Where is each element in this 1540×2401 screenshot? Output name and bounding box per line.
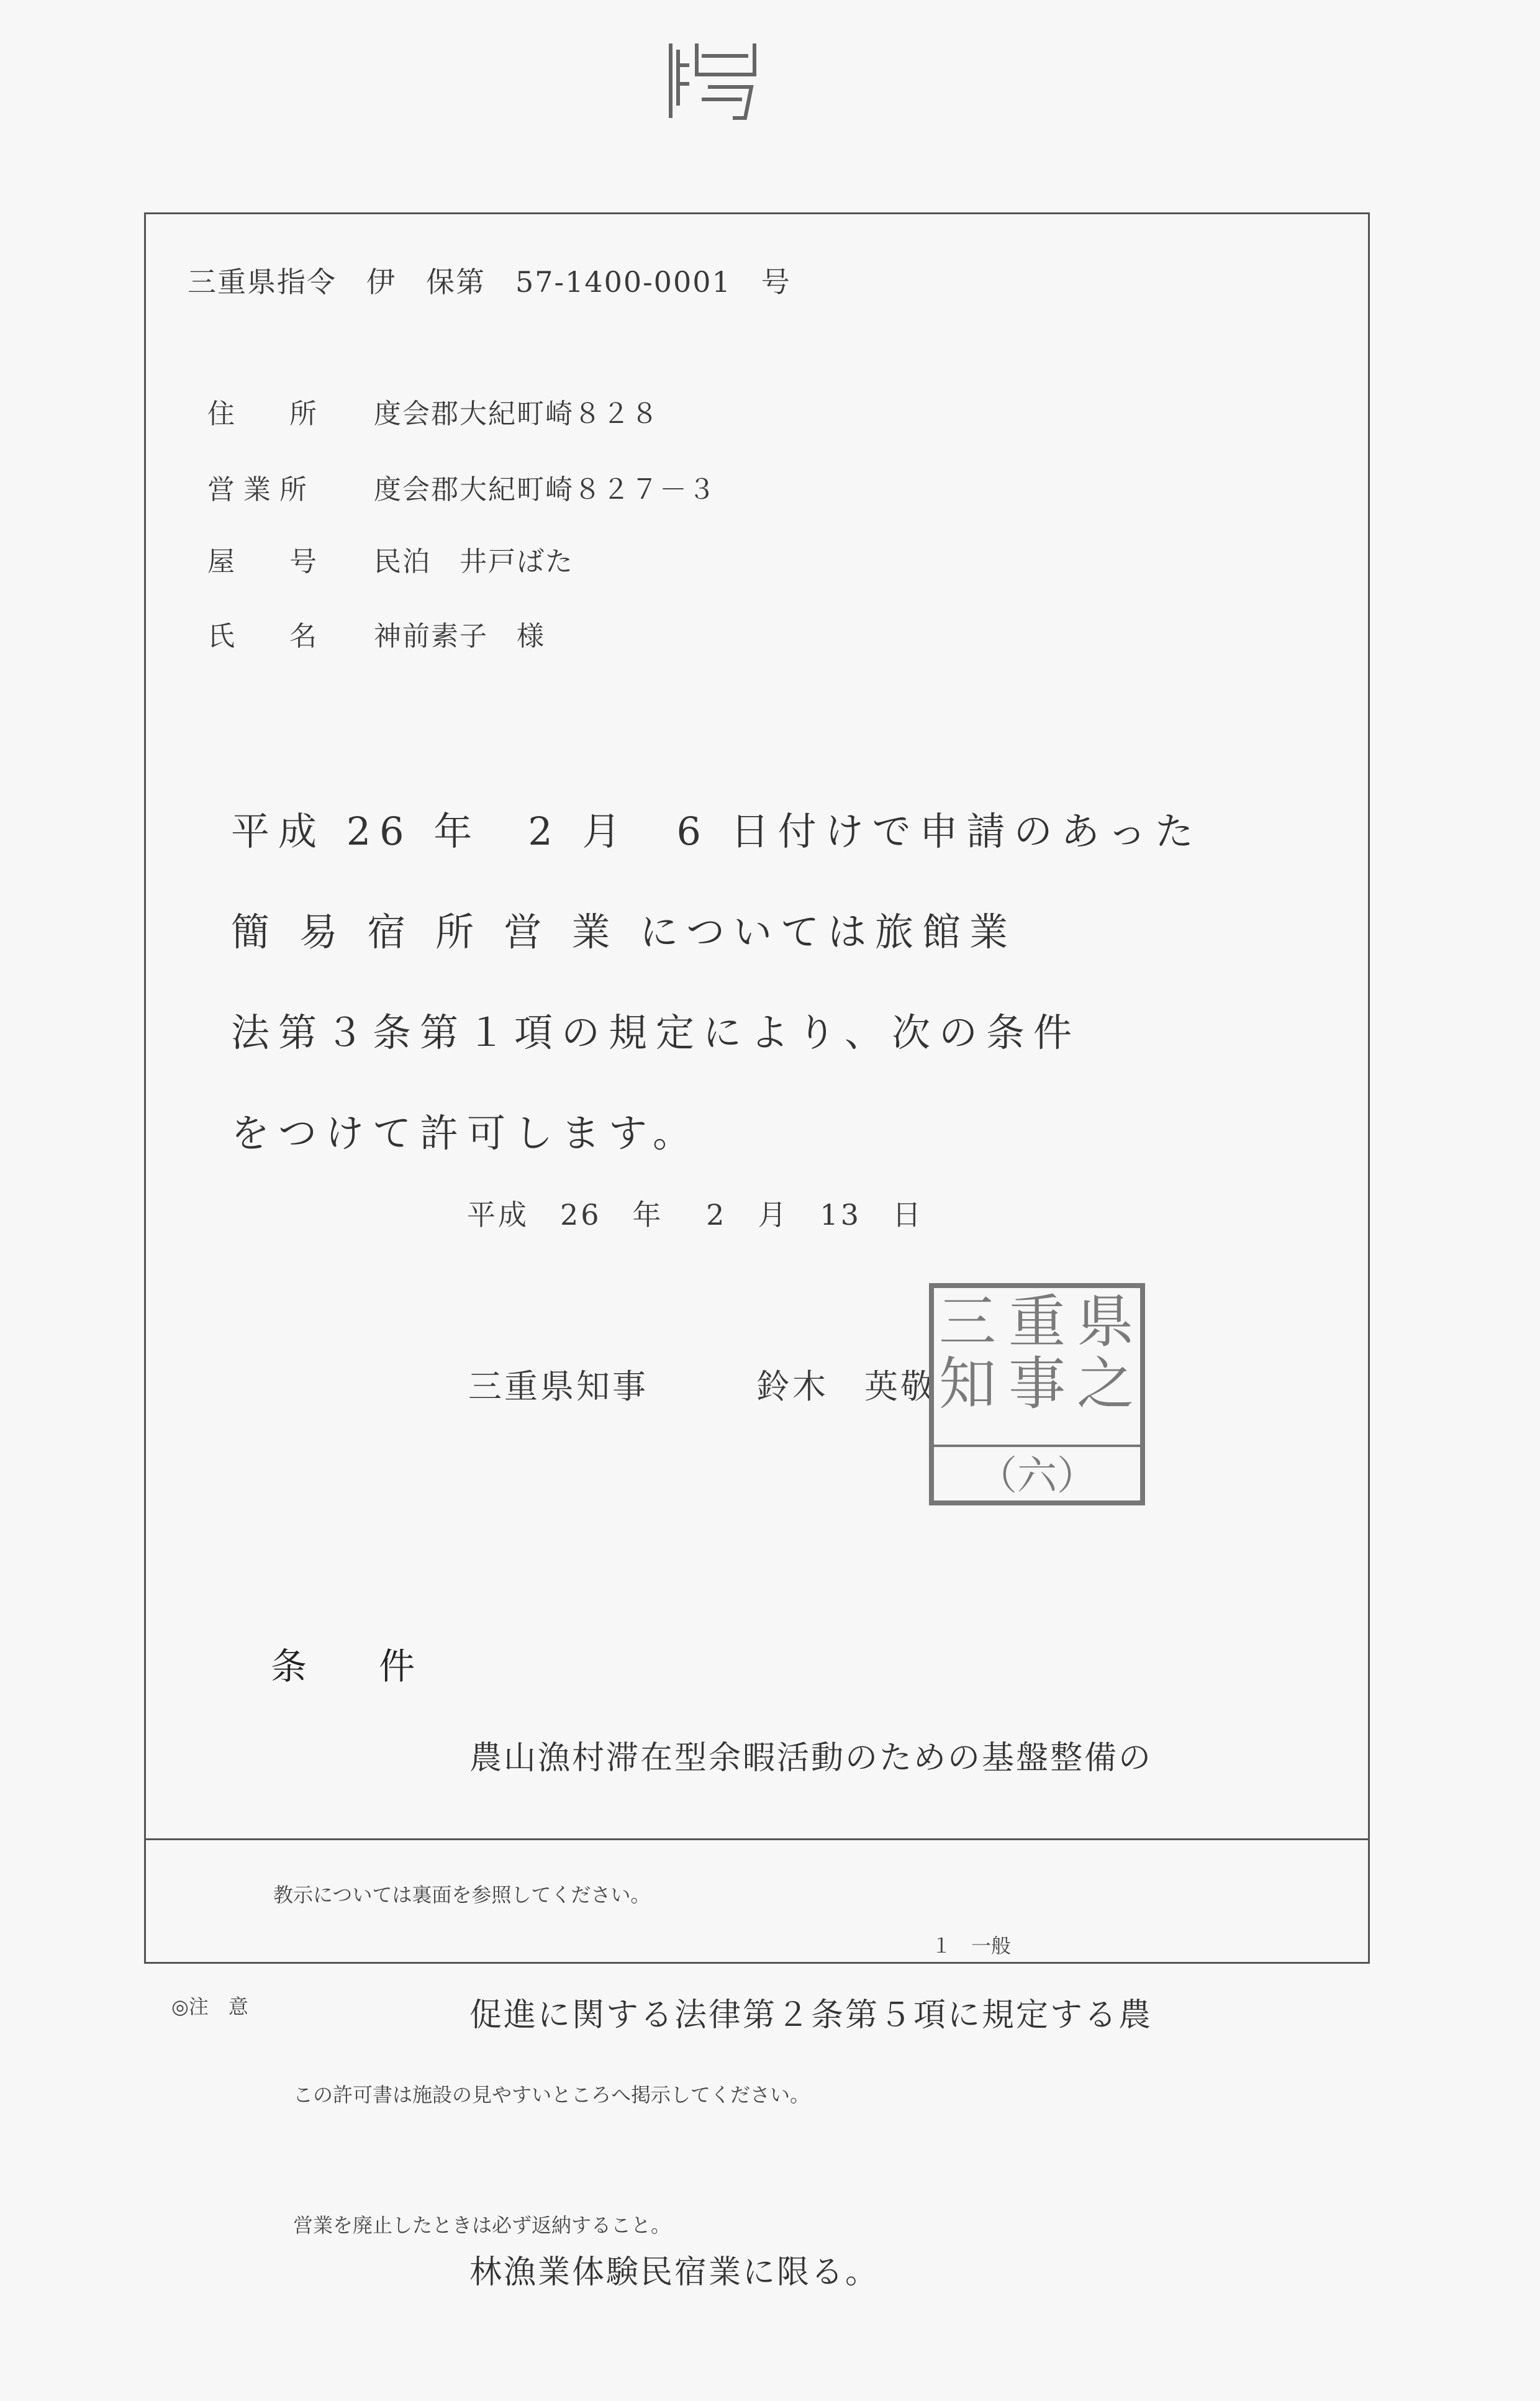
governor-seal <box>925 1279 1149 1509</box>
svg-text:県: 県 <box>1076 1289 1135 1355</box>
conditions-label: 条 件 <box>271 1645 415 1687</box>
notice-text <box>293 1986 810 2290</box>
svg-text:重: 重 <box>1008 1289 1066 1355</box>
svg-text:事: 事 <box>1008 1351 1066 1417</box>
body-line: 簡 易 宿 所 営 業 については旅館業 <box>231 909 1017 955</box>
condition-line: 促進に関する法律第２条第５項に規定する農 <box>469 1997 1153 2034</box>
seal-sub-text: （六） <box>977 1453 1097 1499</box>
copy-stamp <box>664 31 764 124</box>
name-label: 氏 名 <box>207 620 317 652</box>
svg-text:之: 之 <box>1076 1351 1135 1417</box>
instruction-note: 教示については裏面を参照してください。 <box>273 1883 651 1907</box>
address-value: 度会郡大紀町崎８２８ <box>374 398 659 430</box>
permit-body <box>231 781 1311 1184</box>
notice-label: ◎注 意 <box>171 1995 248 2018</box>
form-code: １ 一般 <box>931 1934 1012 1958</box>
body-line: 法第３条第１項の規定により、次の条件 <box>231 1010 1081 1055</box>
issue-date: 平成 26 年 2 月 13 日 <box>467 1198 923 1232</box>
governor-signature <box>468 1360 936 1408</box>
name-value: 神前素子 様 <box>374 620 545 652</box>
condition-line: 林漁業体験民宿業に限る。 <box>469 2254 880 2291</box>
address-label: 住 所 <box>207 398 317 430</box>
business-location-label: 営 業 所 <box>207 474 307 506</box>
body-line: 平成 26 年 2 月 6 日付けで申請のあった <box>231 809 1202 854</box>
notice-line: この許可書は施設の見やすいところへ掲示してください。 <box>293 2083 810 2107</box>
trade-name-label: 屋 号 <box>207 546 317 578</box>
business-location-value: 度会郡大紀町崎８２７－３ <box>374 474 717 506</box>
body-line: をつけて許可します。 <box>231 1110 700 1156</box>
svg-text:三: 三 <box>938 1289 997 1355</box>
condition-line: 農山漁村滞在型余暇活動のための基盤整備の <box>469 1740 1153 1777</box>
notice-line: 営業を廃止したときは必ず返納すること。 <box>293 2213 671 2237</box>
trade-name-value: 民泊 井戸ばた <box>374 546 574 578</box>
document-number: 三重県指令 伊 保第 57-1400-0001 号 <box>188 265 791 299</box>
governor-name: 鈴木 英敬 <box>756 1367 936 1406</box>
svg-text:知: 知 <box>938 1351 997 1417</box>
governor-title: 三重県知事 <box>468 1367 648 1406</box>
